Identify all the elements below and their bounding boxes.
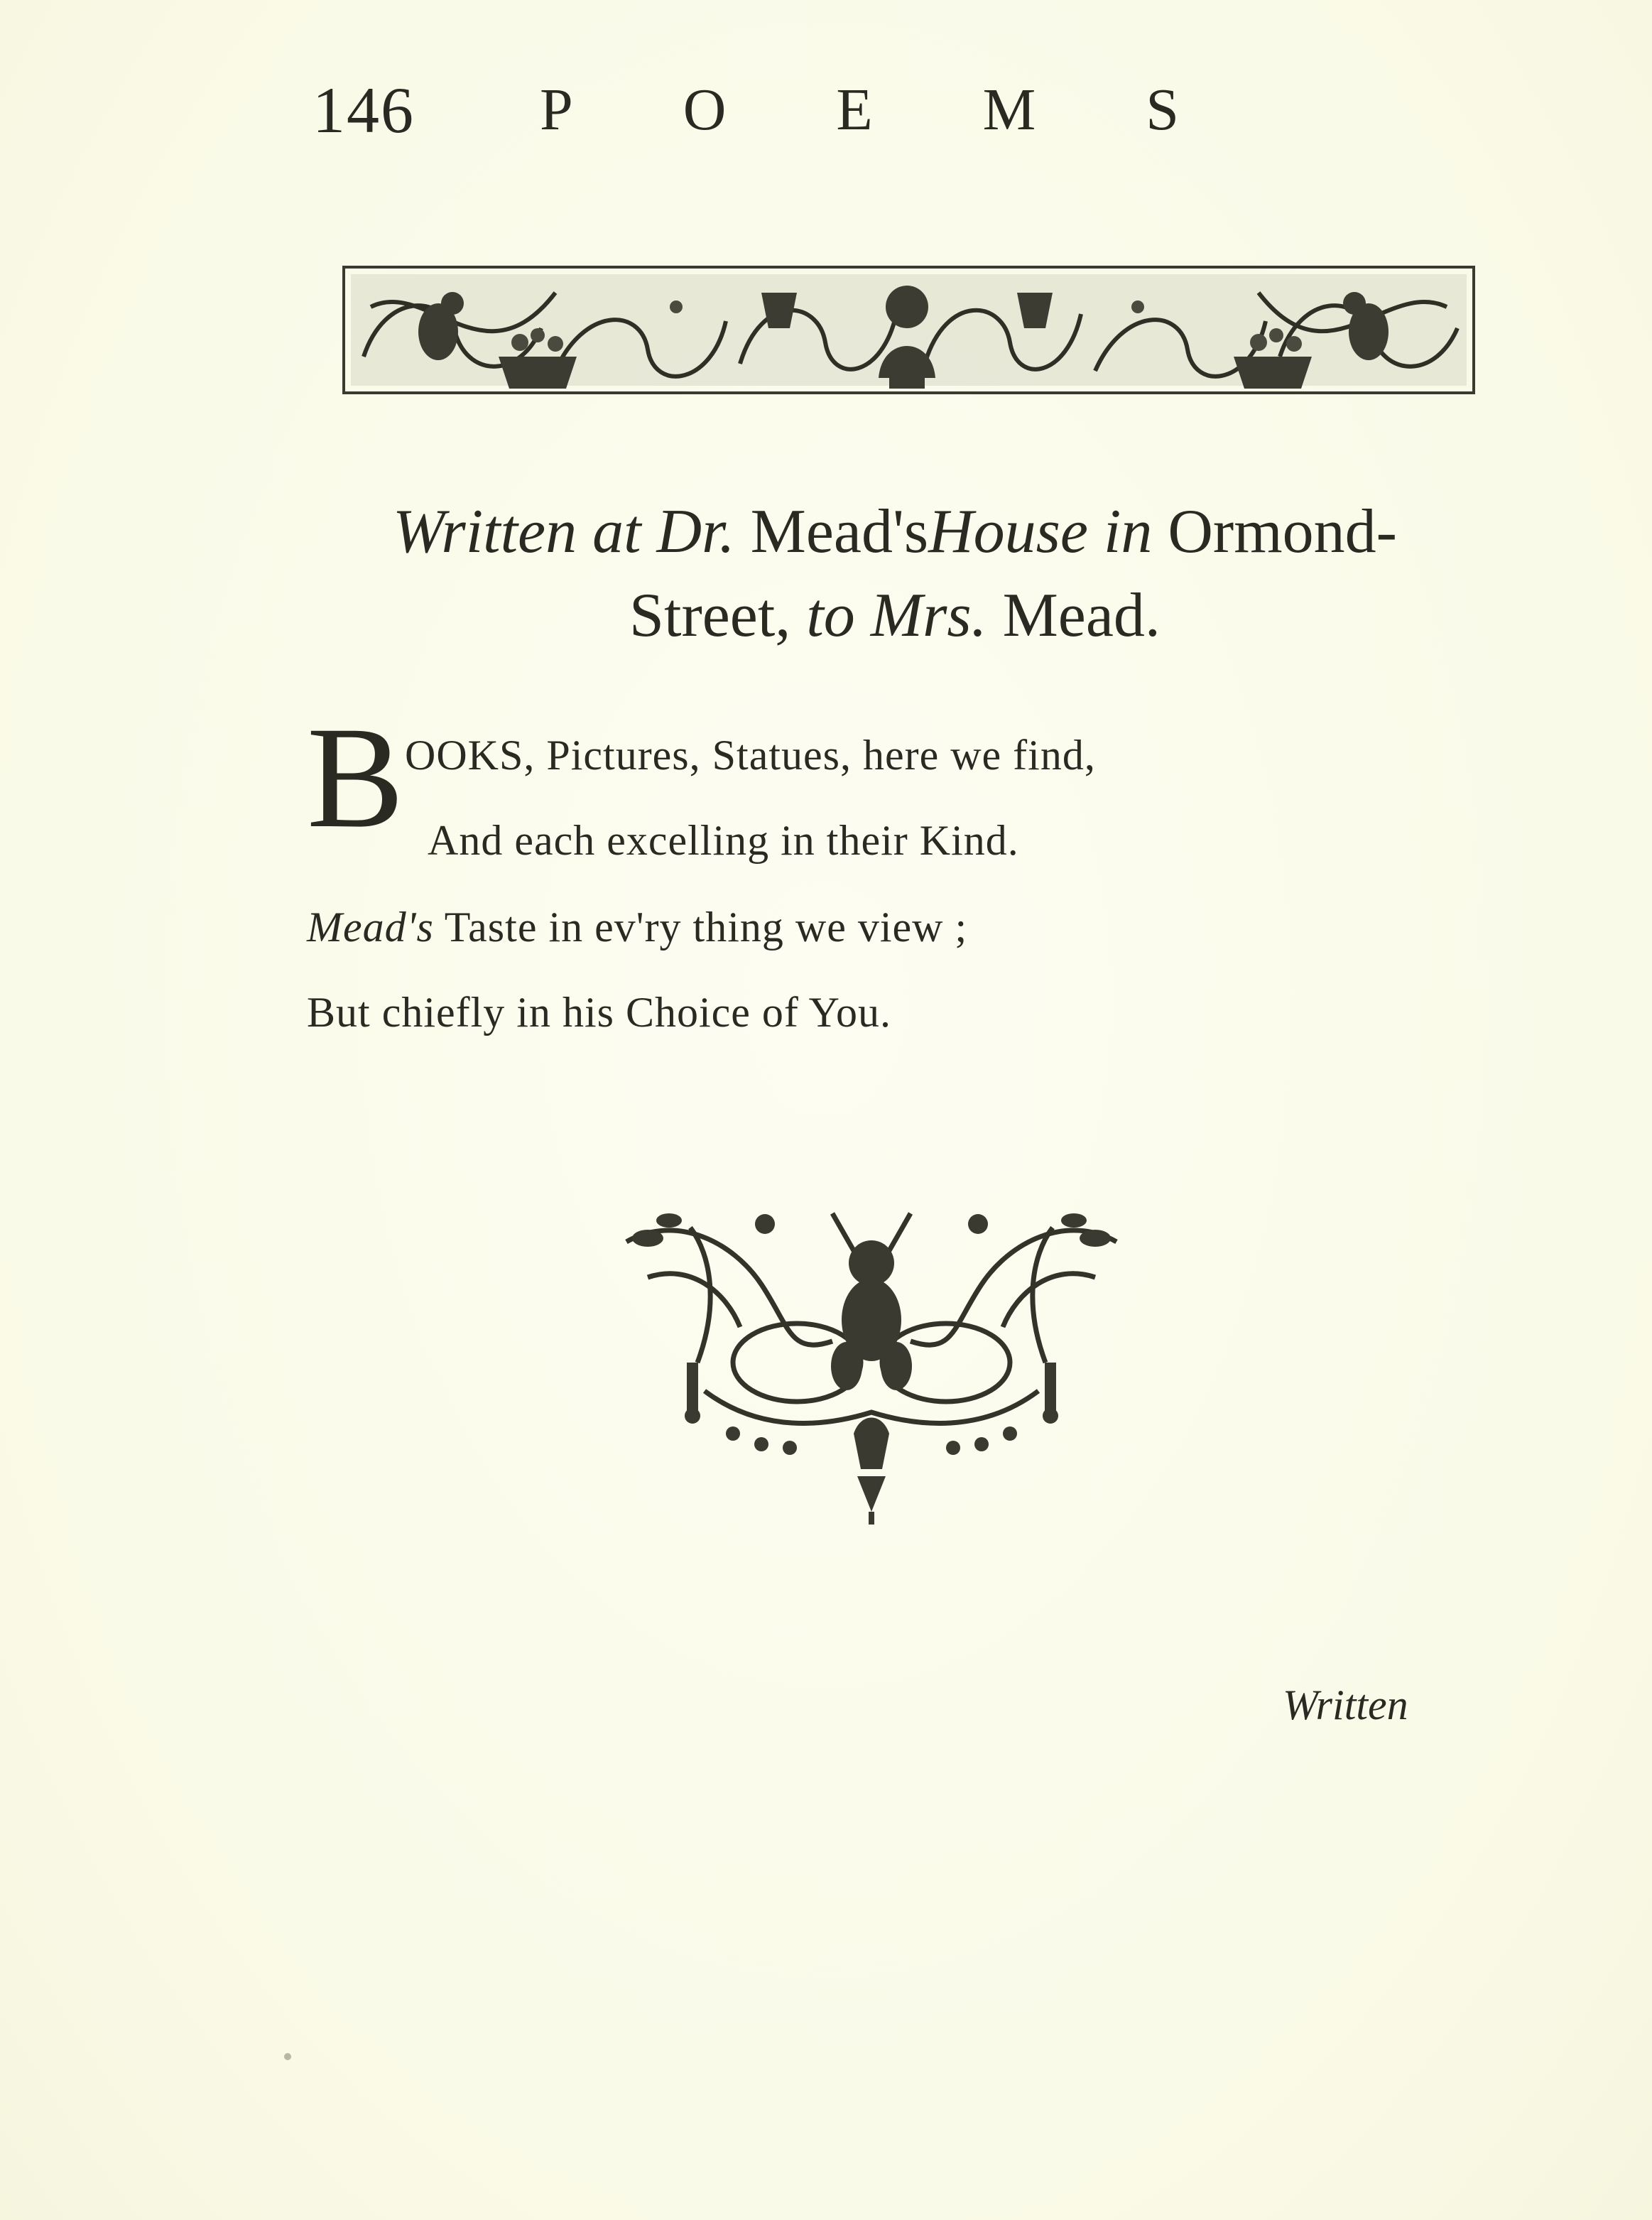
floral-headpiece-ornament (342, 264, 1475, 396)
title-text: to Mrs. (806, 581, 987, 650)
catchword: Written (1283, 1682, 1408, 1728)
poem-line-text: Taste in ev'ry thing we view ; (433, 904, 968, 951)
title-text: Written at Dr. (393, 497, 735, 566)
poem-line: OOKS, Pictures, Statues, here we find, (405, 732, 1096, 779)
running-title-letter: P (540, 77, 573, 143)
title-text: Mead. (1002, 581, 1161, 650)
poem-line (307, 899, 967, 955)
running-head (313, 71, 1207, 149)
title-text: Ormond- (1168, 497, 1397, 566)
poem-title (298, 490, 1491, 658)
running-title-letter: O (683, 77, 727, 143)
title-text: Mead's (750, 497, 929, 566)
title-text: Street, (629, 581, 791, 650)
poem-line: But chiefly in his Choice of You. (307, 989, 891, 1036)
running-title (540, 71, 1179, 149)
cherub-tailpiece-ornament (619, 1199, 1124, 1526)
running-title-letter: M (982, 77, 1036, 143)
drop-cap: B (307, 697, 404, 858)
running-title-letter: S (1146, 77, 1179, 143)
poem-line: And each excelling in their Kind. (428, 817, 1019, 864)
running-title-letter: E (836, 77, 873, 143)
title-line-2 (298, 574, 1491, 658)
title-text: House in (928, 497, 1153, 566)
poem-italic-name: Mead's (307, 904, 434, 951)
title-line-1 (298, 490, 1491, 574)
page-number: 146 (313, 74, 415, 146)
paper-speck (284, 2053, 291, 2060)
